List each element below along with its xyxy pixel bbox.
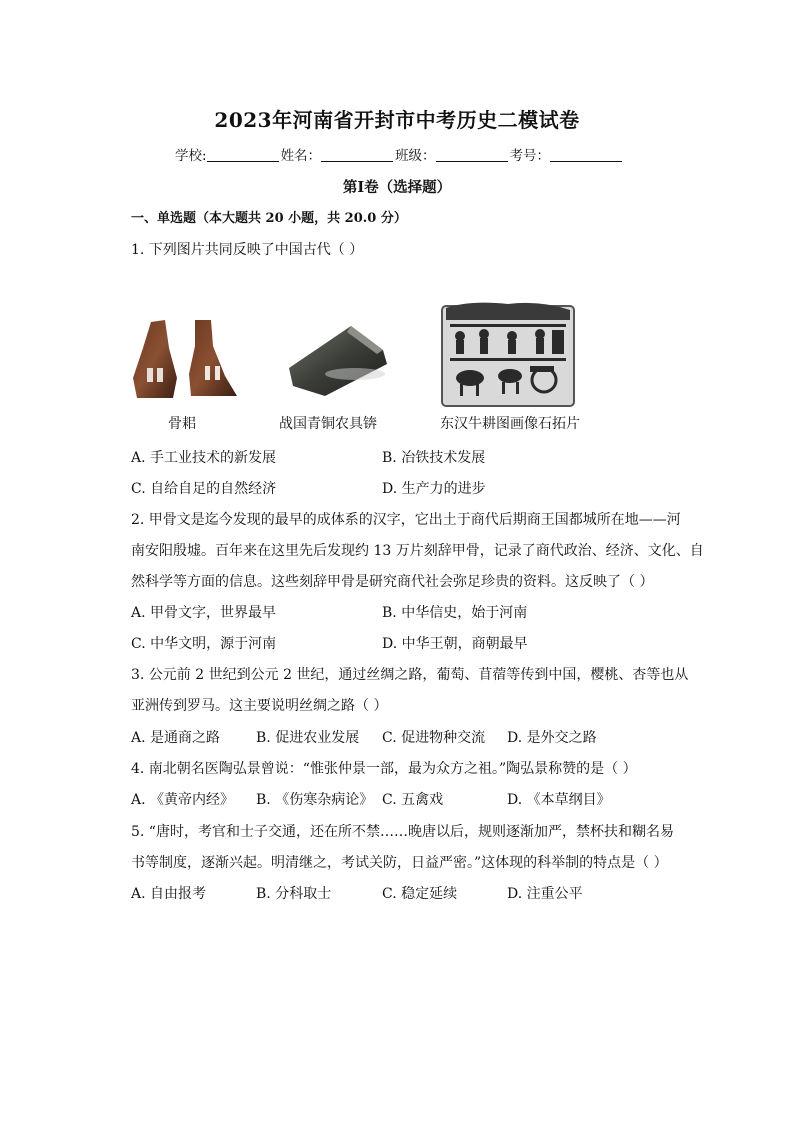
caption-ox-plowing-rubbing: 东汉牛耕图画像石拓片 bbox=[440, 416, 580, 432]
q3-option-d[interactable]: D. 是外交之路 bbox=[507, 730, 597, 746]
q4-option-a[interactable]: A. 《黄帝内经》 bbox=[131, 792, 235, 808]
q4-option-d[interactable]: D. 《本草纲目》 bbox=[507, 792, 611, 808]
question-4-stem: 4. 南北朝名医陶弘景曾说：“惟张仲景一部，最为众方之祖。”陶弘景称赞的是（ ） bbox=[131, 761, 637, 777]
q2-option-a[interactable]: A. 甲骨文字，世界最早 bbox=[131, 605, 277, 621]
q3-option-b[interactable]: B. 促进农业发展 bbox=[256, 730, 360, 746]
q1-option-c[interactable]: C. 自给自足的自然经济 bbox=[131, 481, 277, 497]
q1-option-d[interactable]: D. 生产力的进步 bbox=[382, 481, 486, 497]
caption-bone-spade: 骨耜 bbox=[168, 416, 196, 432]
name-blank[interactable] bbox=[321, 148, 393, 162]
section-title: 第I卷（选择题） bbox=[342, 179, 452, 196]
bone-spade-image bbox=[133, 318, 241, 400]
question-3-stem-line-1: 3. 公元前 2 世纪到公元 2 世纪，通过丝绸之路，葡萄、苜蓿等传到中国，樱桃、杏等也从 bbox=[131, 667, 689, 683]
school-blank[interactable] bbox=[207, 148, 279, 162]
school-label: 学校: bbox=[175, 148, 207, 164]
student-info-row bbox=[175, 144, 624, 164]
exam-title: 2023年河南省开封市中考历史二模试卷 bbox=[214, 108, 580, 132]
q3-option-a[interactable]: A. 是通商之路 bbox=[131, 730, 221, 746]
question-2-stem-line-2: 南安阳殷墟。百年来在这里先后发现约 13 万片刻辞甲骨，记录了商代政治、经济、文化、自 bbox=[131, 543, 704, 559]
question-1-stem: 1. 下列图片共同反映了中国古代（ ） bbox=[131, 242, 364, 258]
number-blank[interactable] bbox=[550, 148, 622, 162]
q1-option-a[interactable]: A. 手工业技术的新发展 bbox=[131, 450, 277, 466]
q5-option-b[interactable]: B. 分科取士 bbox=[256, 886, 332, 902]
bronze-adze-image bbox=[285, 320, 391, 398]
q4-option-c[interactable]: C. 五禽戏 bbox=[382, 792, 444, 808]
q3-option-c[interactable]: C. 促进物种交流 bbox=[382, 730, 486, 746]
question-5-stem-line-2: 书等制度，逐渐兴起。明清继之，考试关防，日益严密。”这体现的科举制的特点是（ ） bbox=[131, 855, 668, 871]
part-title: 一、单选题（本大题共 20 小题，共 20.0 分） bbox=[131, 211, 407, 226]
class-blank[interactable] bbox=[436, 148, 508, 162]
q4-option-b[interactable]: B. 《伤寒杂病论》 bbox=[256, 792, 374, 808]
ox-plowing-rubbing-image bbox=[440, 300, 576, 408]
name-label: 姓名： bbox=[280, 148, 322, 164]
question-2-stem-line-3: 然科学等方面的信息。这些刻辞甲骨是研究商代社会弥足珍贵的资料。这反映了（ ） bbox=[131, 574, 654, 590]
class-label: 班级： bbox=[395, 148, 436, 164]
question-5-stem-line-1: 5. “唐时，考官和士子交通，还在所不禁……晚唐以后，规则逐渐加严，禁杯扶和糊名易 bbox=[131, 824, 674, 840]
q2-option-b[interactable]: B. 中华信史，始于河南 bbox=[382, 605, 528, 621]
q2-option-d[interactable]: D. 中华王朝，商朝最早 bbox=[382, 636, 528, 652]
q1-option-b[interactable]: B. 冶铁技术发展 bbox=[382, 450, 486, 466]
q5-option-d[interactable]: D. 注重公平 bbox=[507, 886, 583, 902]
q5-option-c[interactable]: C. 稳定延续 bbox=[382, 886, 458, 902]
caption-bronze-adze: 战国青铜农具锛 bbox=[279, 416, 377, 432]
question-3-stem-line-2: 亚洲传到罗马。这主要说明丝绸之路（ ） bbox=[131, 698, 388, 714]
number-label: 考号： bbox=[509, 148, 551, 164]
q2-option-c[interactable]: C. 中华文明，源于河南 bbox=[131, 636, 277, 652]
q5-option-a[interactable]: A. 自由报考 bbox=[131, 886, 207, 902]
question-2-stem-line-1: 2. 甲骨文是迄今发现的最早的成体系的汉字，它出土于商代后期商王国都城所在地——河 bbox=[131, 512, 681, 528]
